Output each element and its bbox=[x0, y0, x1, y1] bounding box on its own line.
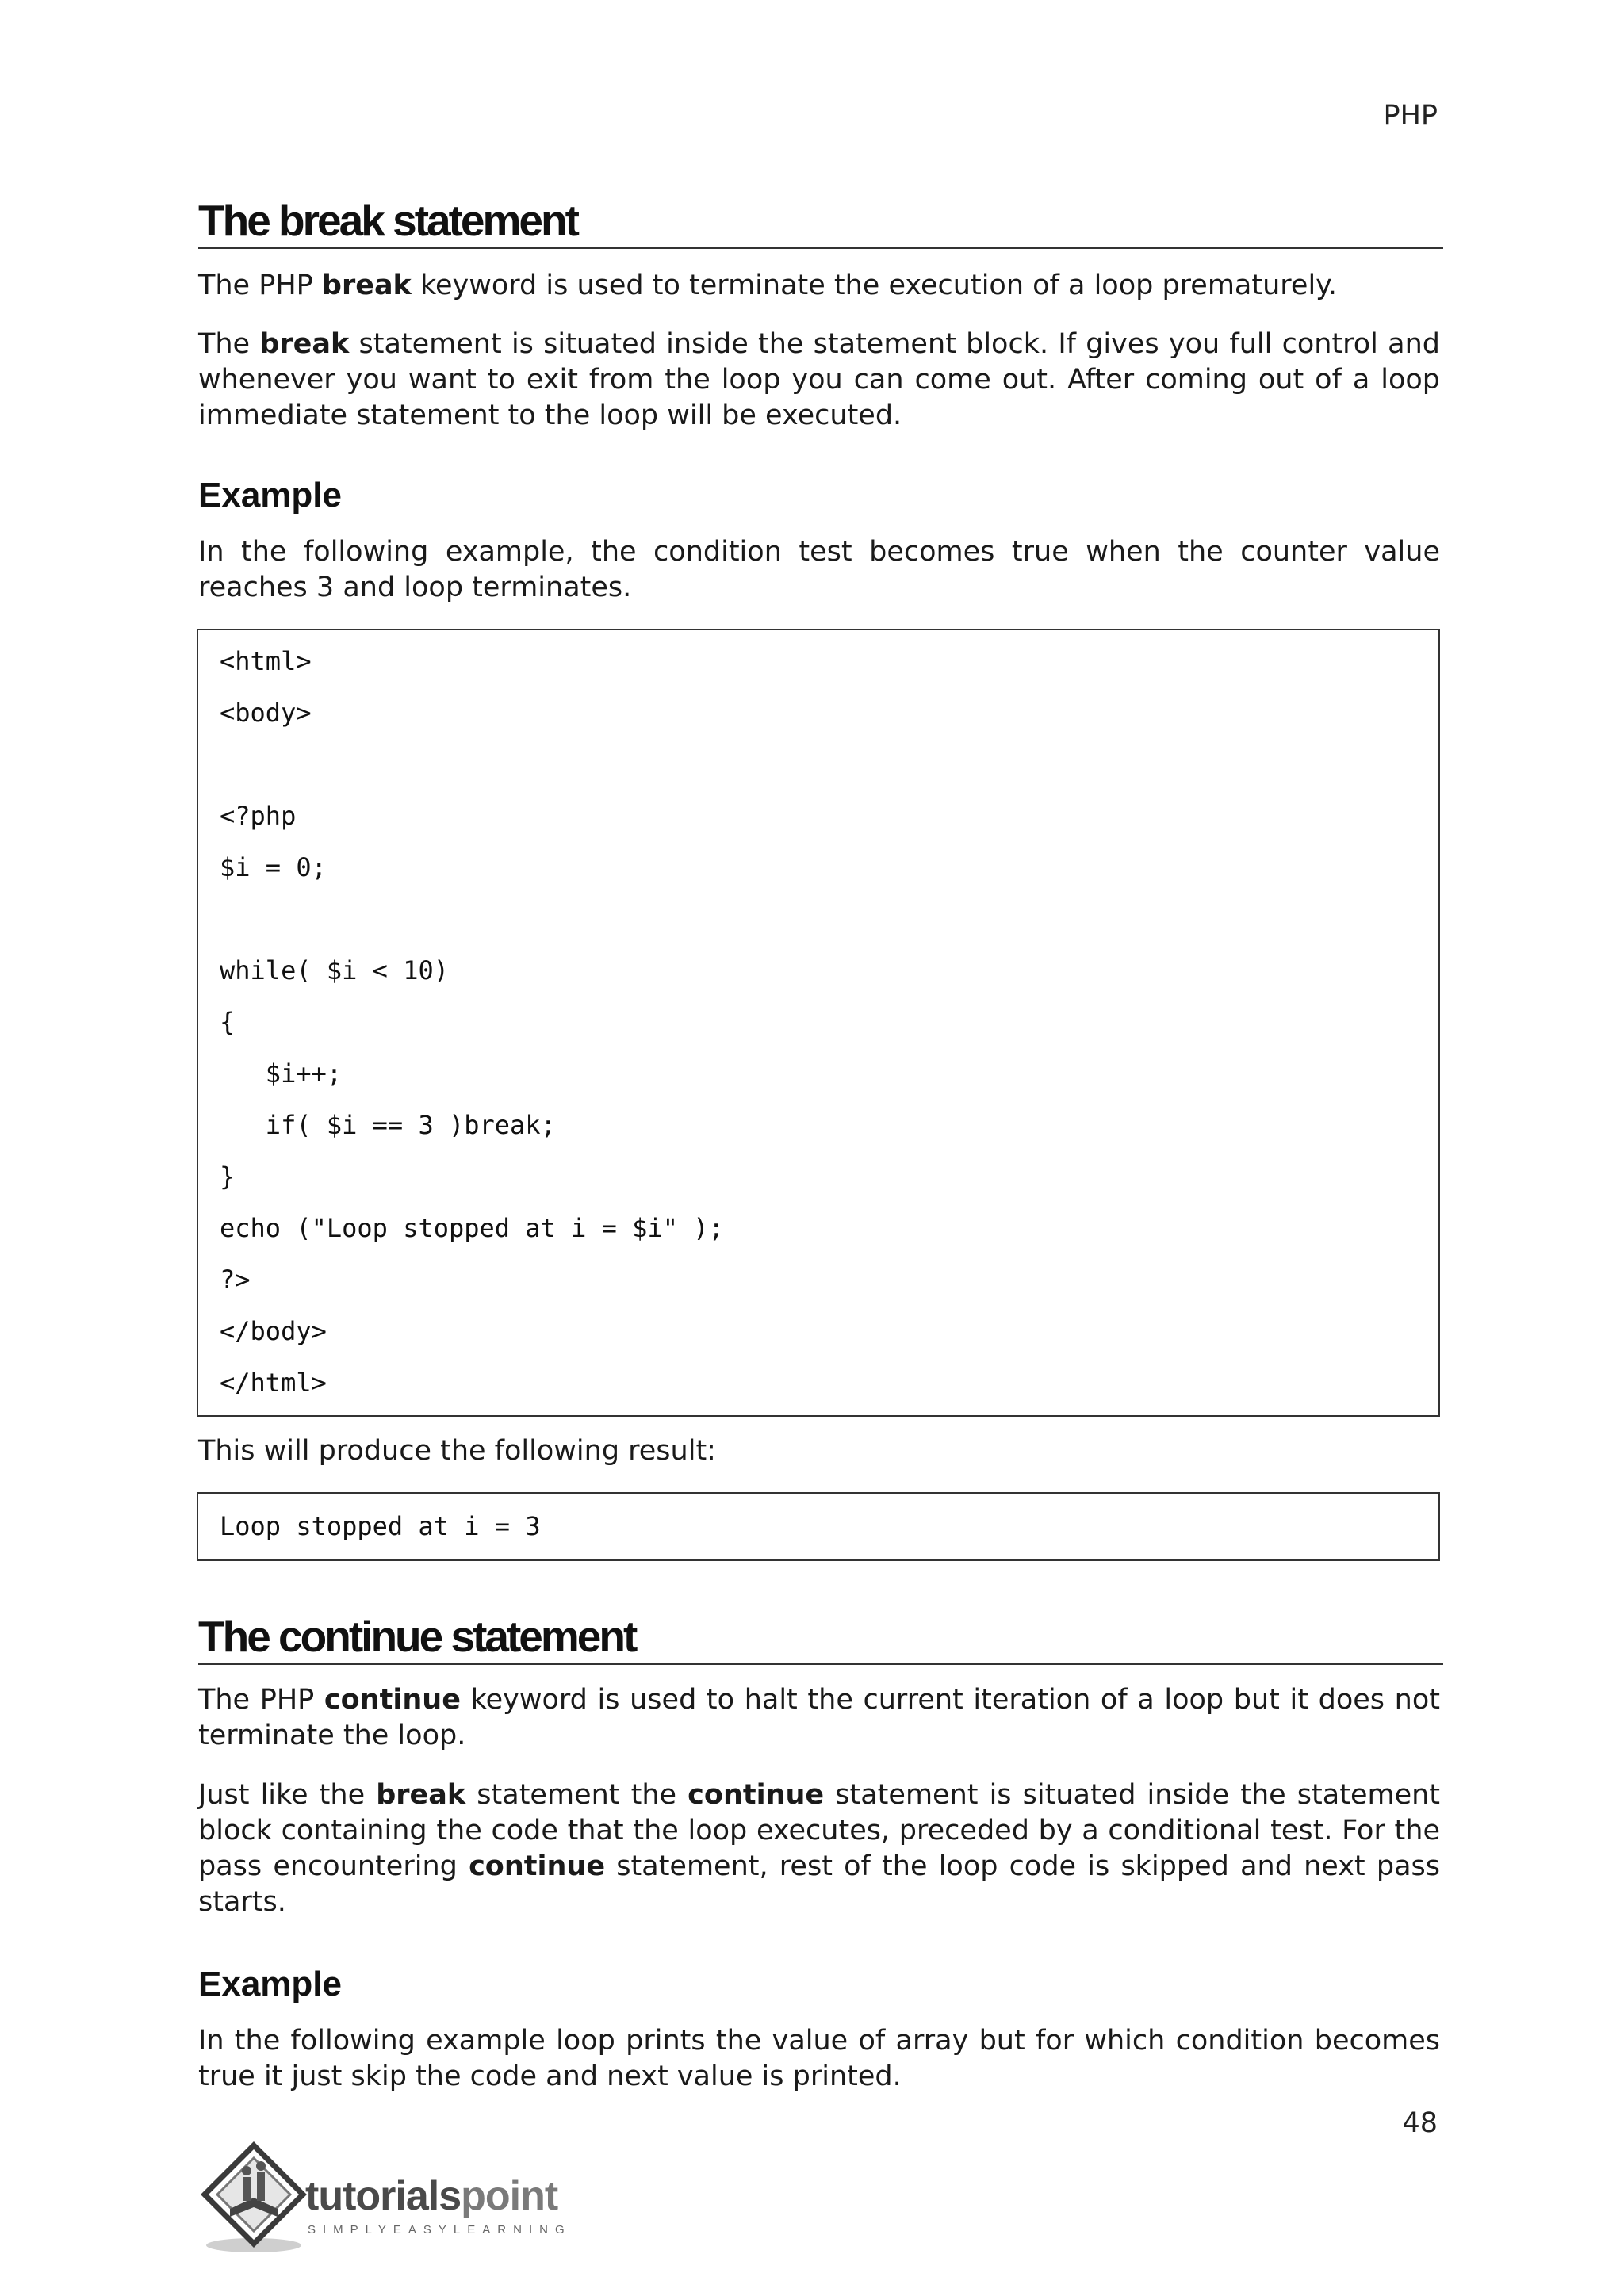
code-line: while( $i < 10) bbox=[220, 955, 449, 985]
code-line: if( $i == 3 )break; bbox=[220, 1110, 556, 1140]
code-line: <?php bbox=[220, 801, 297, 831]
logo-wordmark: tutorialspoint bbox=[305, 2173, 558, 2219]
running-header: PHP bbox=[1383, 100, 1438, 132]
code-line: $i++; bbox=[220, 1058, 343, 1089]
section-title-break: The break statement bbox=[198, 198, 1443, 249]
paragraph-result-intro: This will produce the following result: bbox=[198, 1435, 716, 1467]
code-block-break bbox=[197, 629, 1440, 1417]
example-heading-break: Example bbox=[198, 476, 342, 515]
logo-tagline: SIMPLYEASYLEARNING bbox=[308, 2223, 572, 2237]
paragraph-break-intro: The PHP break keyword is used to terminate the execution of a loop prematurely. bbox=[198, 270, 1338, 301]
code-line: </html> bbox=[220, 1368, 327, 1398]
tutorialspoint-logo bbox=[198, 2141, 611, 2260]
code-line: { bbox=[220, 1007, 236, 1037]
code-block-output bbox=[197, 1492, 1440, 1561]
section-title-continue: The continue statement bbox=[198, 1614, 1443, 1665]
code-line: ?> bbox=[220, 1265, 251, 1295]
code-line: <html> bbox=[220, 646, 312, 676]
code-line: $i = 0; bbox=[220, 852, 327, 882]
paragraph-break-example-intro: In the following example, the condition test becomes true when the counter value reaches 3 and loop terminates. bbox=[198, 536, 1440, 603]
code-line: } bbox=[220, 1161, 236, 1192]
example-heading-continue: Example bbox=[198, 1965, 342, 2003]
paragraph-break-details: The break statement is situated inside the statement block. If gives you full control and whenever you want to exit from the loop you can come out. After coming out of a loop immediate statement to the loop will be executed. bbox=[198, 328, 1440, 431]
paragraph-continue-details: Just like the break statement the continue statement is situated inside the statement block containing the code that the loop executes, preceded by a conditional test. For the pass encountering continue statement, rest of the loop code is skipped and next pass starts. bbox=[198, 1779, 1441, 1918]
code-line: </body> bbox=[220, 1316, 327, 1346]
page-number: 48 bbox=[1402, 2107, 1438, 2139]
paragraph-continue-intro: The PHP continue keyword is used to halt the current iteration of a loop but it does not terminate the loop. bbox=[198, 1684, 1440, 1751]
code-line: echo ("Loop stopped at i = $i" ); bbox=[220, 1213, 724, 1243]
code-line: Loop stopped at i = 3 bbox=[220, 1511, 541, 1541]
paragraph-continue-example-intro: In the following example loop prints the value of array but for which condition becomes true it just skip the code and next value is printed. bbox=[198, 2025, 1440, 2092]
logo-diamond-icon bbox=[198, 2141, 309, 2260]
code-line: <body> bbox=[220, 698, 312, 728]
